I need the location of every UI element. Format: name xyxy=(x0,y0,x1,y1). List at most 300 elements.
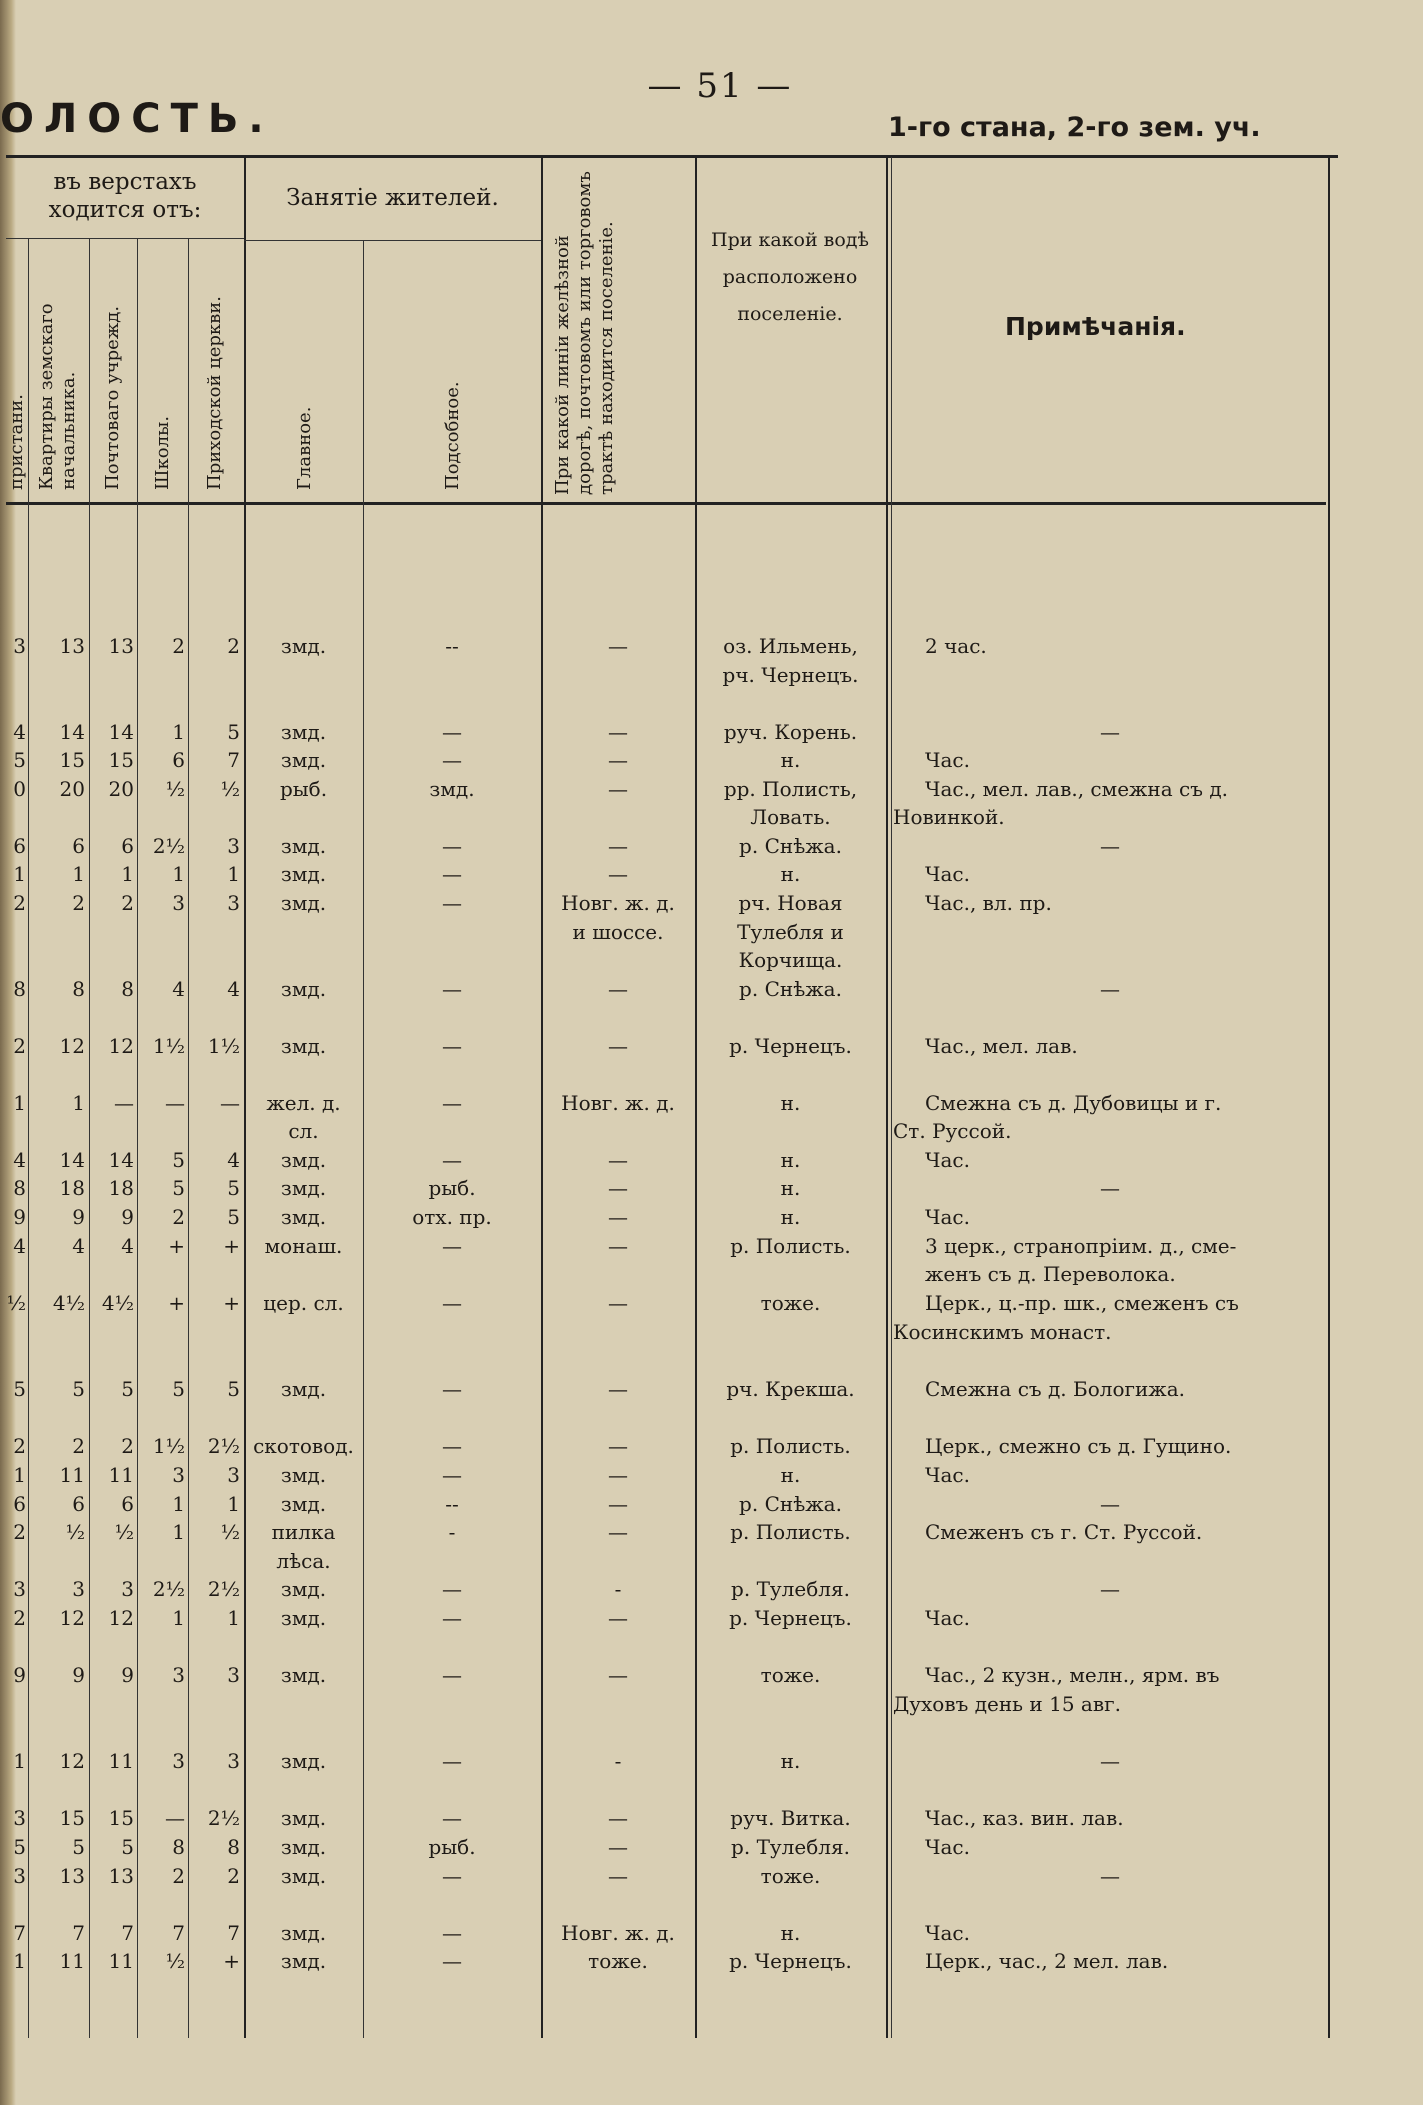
col-line xyxy=(891,157,892,2038)
cell-water: н. xyxy=(780,1176,801,1200)
cell-zemsky: 1 xyxy=(72,1091,85,1115)
cell-church: ½ xyxy=(220,777,240,801)
cell-note: женъ съ д. Переволока. xyxy=(925,1262,1176,1286)
cell-note: Час. xyxy=(925,1463,970,1487)
cell-water: р. Чернецъ. xyxy=(729,1034,852,1058)
cell-church: — xyxy=(220,1091,240,1115)
cell-aux-occupation: — xyxy=(442,1234,462,1258)
cell-main-occupation: змд. xyxy=(280,1176,327,1200)
col-line xyxy=(28,238,29,2038)
page-number: — 51 — xyxy=(647,66,793,106)
cell-note: — xyxy=(1100,1577,1120,1601)
cell-aux-occupation: -- xyxy=(445,1492,459,1516)
cell-note: — xyxy=(1100,834,1120,858)
cell-pristan: 2 xyxy=(13,1606,26,1630)
cell-zemsky: 12 xyxy=(59,1749,85,1773)
cell-main-occupation: змд. xyxy=(280,977,327,1001)
header-subrule xyxy=(244,240,541,241)
cell-church: 2½ xyxy=(207,1434,240,1458)
cell-post: 13 xyxy=(108,1864,134,1888)
cell-aux-occupation: — xyxy=(442,1091,462,1115)
cell-pristan: 2 xyxy=(13,1034,26,1058)
cell-water: р. Полисть. xyxy=(730,1234,851,1258)
cell-school: 2 xyxy=(172,1864,185,1888)
cell-aux-occupation: — xyxy=(442,1806,462,1830)
cell-note: Смежна съ д. Дубовицы и г. xyxy=(925,1091,1222,1115)
cell-aux-occupation: — xyxy=(442,1864,462,1888)
cell-main-occupation: змд. xyxy=(280,1864,327,1888)
cell-post: 14 xyxy=(108,720,134,744)
cell-water: руч. Витка. xyxy=(730,1806,851,1830)
cell-note: — xyxy=(1100,1864,1120,1888)
distance-group-header: въ верстахъ ходится отъ: xyxy=(48,169,202,223)
cell-post: 15 xyxy=(108,748,134,772)
cell-water: р. Чернецъ. xyxy=(729,1606,852,1630)
cell-aux-occupation: — xyxy=(442,1749,462,1773)
cell-main-occupation: змд. xyxy=(280,720,327,744)
cell-church: 2½ xyxy=(207,1806,240,1830)
cell-aux-occupation: — xyxy=(442,834,462,858)
cell-main-occupation: змд. xyxy=(280,1577,327,1601)
cell-note: Смежна съ д. Бологижа. xyxy=(925,1377,1185,1401)
cell-school: — xyxy=(165,1091,185,1115)
cell-water: р. Чернецъ. xyxy=(729,1949,852,1973)
cell-aux-occupation: — xyxy=(442,1377,462,1401)
cell-church: 3 xyxy=(227,1749,240,1773)
cell-note: Час. xyxy=(925,1921,970,1945)
cell-pristan: 2 xyxy=(13,1434,26,1458)
col-header-school: Школы. xyxy=(152,415,173,490)
cell-note: Час. xyxy=(925,1835,970,1859)
cell-main-occupation: змд. xyxy=(280,1749,327,1773)
cell-railway: — xyxy=(608,1463,628,1487)
occupation-group-header: Занятіе жителей. xyxy=(286,185,499,211)
volost-title: ОЛОСТЬ. xyxy=(0,96,274,142)
cell-post: 7 xyxy=(121,1921,134,1945)
cell-church: 3 xyxy=(227,891,240,915)
cell-zemsky: 14 xyxy=(59,720,85,744)
cell-aux-occupation: — xyxy=(442,1291,462,1315)
cell-pristan: 5 xyxy=(13,748,26,772)
cell-railway: — xyxy=(608,1148,628,1172)
col-line xyxy=(363,240,364,2038)
cell-note: 3 церк., странопріим. д., сме- xyxy=(925,1234,1237,1258)
cell-water: р. Полисть. xyxy=(730,1520,851,1544)
cell-water: оз. Ильмень, xyxy=(723,634,858,658)
cell-zemsky: 7 xyxy=(72,1921,85,1945)
cell-note: — xyxy=(1100,1176,1120,1200)
cell-water: н. xyxy=(780,748,801,772)
cell-main-occupation: змд. xyxy=(280,862,327,886)
cell-water: рч. Чернецъ. xyxy=(722,663,859,687)
cell-railway: — xyxy=(608,1434,628,1458)
col-line xyxy=(188,238,189,2038)
cell-post: 18 xyxy=(108,1176,134,1200)
cell-zemsky: 13 xyxy=(59,1864,85,1888)
cell-main-occupation: змд. xyxy=(280,748,327,772)
cell-railway: - xyxy=(614,1577,622,1601)
cell-water: р. Тулебля. xyxy=(731,1577,850,1601)
cell-post: 6 xyxy=(121,1492,134,1516)
col-header-water: При какой водѣ расположено поселеніе. xyxy=(711,229,869,325)
cell-post: 4½ xyxy=(101,1291,134,1315)
cell-school: 5 xyxy=(172,1148,185,1172)
cell-post: 11 xyxy=(108,1463,134,1487)
cell-note: Час. xyxy=(925,748,970,772)
cell-school: 6 xyxy=(172,748,185,772)
cell-water: р. Снѣжа. xyxy=(739,1492,842,1516)
cell-aux-occupation: - xyxy=(448,1520,456,1544)
cell-zemsky: 18 xyxy=(59,1176,85,1200)
cell-pristan: 4 xyxy=(13,720,26,744)
cell-zemsky: 4 xyxy=(72,1234,85,1258)
cell-post: 15 xyxy=(108,1806,134,1830)
cell-church: 4 xyxy=(227,977,240,1001)
cell-main-occupation: змд. xyxy=(280,1463,327,1487)
cell-church: 5 xyxy=(227,1176,240,1200)
cell-school: 2 xyxy=(172,1205,185,1229)
cell-post: 4 xyxy=(121,1234,134,1258)
cell-water: н. xyxy=(780,1463,801,1487)
cell-zemsky: 3 xyxy=(72,1577,85,1601)
cell-pristan: 1 xyxy=(13,1749,26,1773)
cell-church: 5 xyxy=(227,720,240,744)
cell-post: 11 xyxy=(108,1749,134,1773)
cell-railway: — xyxy=(608,748,628,772)
cell-note: Смеженъ съ г. Ст. Руссой. xyxy=(925,1520,1203,1544)
cell-note: — xyxy=(1100,1492,1120,1516)
cell-church: 5 xyxy=(227,1377,240,1401)
table-header-rule xyxy=(6,502,1326,505)
cell-school: 5 xyxy=(172,1176,185,1200)
cell-railway: — xyxy=(608,862,628,886)
col-header-main: Главное. xyxy=(294,406,315,490)
cell-church: + xyxy=(223,1949,240,1973)
cell-post: ½ xyxy=(114,1520,134,1544)
cell-main-occupation: сл. xyxy=(288,1119,319,1143)
cell-main-occupation: рыб. xyxy=(279,777,328,801)
cell-zemsky: ½ xyxy=(65,1520,85,1544)
cell-water: р. Снѣжа. xyxy=(739,834,842,858)
cell-water: н. xyxy=(780,1749,801,1773)
cell-main-occupation: пилка xyxy=(271,1520,336,1544)
cell-pristan: 8 xyxy=(13,977,26,1001)
cell-church: 8 xyxy=(227,1835,240,1859)
cell-main-occupation: змд. xyxy=(280,1148,327,1172)
cell-pristan: 6 xyxy=(13,1492,26,1516)
cell-post: 9 xyxy=(121,1663,134,1687)
cell-pristan: 4 xyxy=(13,1234,26,1258)
cell-water: н. xyxy=(780,862,801,886)
cell-water: н. xyxy=(780,1921,801,1945)
col-line xyxy=(886,157,888,2038)
cell-zemsky: 12 xyxy=(59,1606,85,1630)
cell-railway: — xyxy=(608,1176,628,1200)
cell-church: 2½ xyxy=(207,1577,240,1601)
cell-post: 2 xyxy=(121,1434,134,1458)
cell-main-occupation: змд. xyxy=(280,1205,327,1229)
cell-church: 3 xyxy=(227,834,240,858)
cell-water: р. Снѣжа. xyxy=(739,977,842,1001)
cell-school: 3 xyxy=(172,1749,185,1773)
cell-school: + xyxy=(168,1291,185,1315)
cell-aux-occupation: — xyxy=(442,1921,462,1945)
cell-note: Церк., смежно съ д. Гущино. xyxy=(925,1434,1232,1458)
cell-post: 12 xyxy=(108,1606,134,1630)
cell-school: 7 xyxy=(172,1921,185,1945)
cell-post: 20 xyxy=(108,777,134,801)
cell-railway: — xyxy=(608,720,628,744)
district-title: 1-го стана, 2-го зем. уч. xyxy=(888,112,1261,143)
cell-post: 1 xyxy=(121,862,134,886)
cell-post: — xyxy=(114,1091,134,1115)
cell-church: ½ xyxy=(220,1520,240,1544)
cell-church: 1 xyxy=(227,1606,240,1630)
cell-pristan: 4 xyxy=(13,1148,26,1172)
cell-zemsky: 6 xyxy=(72,1492,85,1516)
cell-water: рч. Новая xyxy=(738,891,843,915)
cell-note: 2 час. xyxy=(925,634,987,658)
cell-water: тоже. xyxy=(760,1864,821,1888)
cell-railway: — xyxy=(608,834,628,858)
cell-school: 3 xyxy=(172,1663,185,1687)
cell-aux-occupation: рыб. xyxy=(428,1835,476,1859)
cell-main-occupation: змд. xyxy=(280,1949,327,1973)
cell-railway: — xyxy=(608,1234,628,1258)
cell-note: Час., мел. лав. xyxy=(925,1034,1078,1058)
cell-note: — xyxy=(1100,720,1120,744)
cell-main-occupation: змд. xyxy=(280,1806,327,1830)
cell-pristan: ½ xyxy=(6,1291,26,1315)
cell-water: рр. Полисть, xyxy=(723,777,858,801)
cell-water: Тулебля и xyxy=(737,920,844,944)
cell-school: ½ xyxy=(165,1949,185,1973)
cell-note: Час., 2 кузн., мелн., ярм. въ xyxy=(925,1663,1220,1687)
cell-aux-occupation: — xyxy=(442,1434,462,1458)
cell-post: 14 xyxy=(108,1148,134,1172)
cell-post: 13 xyxy=(108,634,134,658)
col-header-church: Приходской церкви. xyxy=(204,295,225,490)
cell-school: 1½ xyxy=(152,1034,185,1058)
cell-zemsky: 9 xyxy=(72,1663,85,1687)
cell-railway: — xyxy=(608,777,628,801)
cell-railway: Новг. ж. д. xyxy=(561,1921,675,1945)
cell-school: 1 xyxy=(172,720,185,744)
cell-aux-occupation: — xyxy=(442,748,462,772)
cell-railway: Новг. ж. д. xyxy=(561,1091,675,1115)
cell-zemsky: 5 xyxy=(72,1377,85,1401)
cell-church: 3 xyxy=(227,1463,240,1487)
cell-railway: — xyxy=(608,1377,628,1401)
cell-railway: — xyxy=(608,1806,628,1830)
cell-note: Косинскимъ монаст. xyxy=(893,1320,1112,1344)
cell-main-occupation: змд. xyxy=(280,634,327,658)
cell-pristan: 3 xyxy=(13,634,26,658)
cell-post: 6 xyxy=(121,834,134,858)
cell-pristan: 1 xyxy=(13,1463,26,1487)
cell-aux-occupation: змд. xyxy=(429,777,475,801)
cell-note: Час. xyxy=(925,1148,970,1172)
cell-school: 5 xyxy=(172,1377,185,1401)
cell-church: 5 xyxy=(227,1205,240,1229)
cell-pristan: 2 xyxy=(13,891,26,915)
cell-church: + xyxy=(223,1291,240,1315)
cell-aux-occupation: — xyxy=(442,1949,462,1973)
cell-main-occupation: змд. xyxy=(280,1835,327,1859)
cell-school: ½ xyxy=(165,777,185,801)
cell-main-occupation: змд. xyxy=(280,891,327,915)
cell-pristan: 6 xyxy=(13,834,26,858)
header-subrule xyxy=(6,238,244,239)
cell-railway: Новг. ж. д. xyxy=(561,891,675,915)
cell-aux-occupation: — xyxy=(442,891,462,915)
cell-railway: — xyxy=(608,1205,628,1229)
cell-railway: и шоссе. xyxy=(572,920,664,944)
cell-note: Церк., ц.-пр. шк., смеженъ съ xyxy=(925,1291,1239,1315)
cell-note: Духовъ день и 15 авг. xyxy=(893,1692,1121,1716)
cell-railway: — xyxy=(608,634,628,658)
cell-aux-occupation: -- xyxy=(445,634,459,658)
cell-pristan: 0 xyxy=(13,777,26,801)
cell-post: 5 xyxy=(121,1835,134,1859)
cell-zemsky: 8 xyxy=(72,977,85,1001)
cell-water: руч. Корень. xyxy=(723,720,858,744)
cell-pristan: 5 xyxy=(13,1377,26,1401)
cell-zemsky: 20 xyxy=(59,777,85,801)
cell-school: 1 xyxy=(172,1520,185,1544)
cell-zemsky: 1 xyxy=(72,862,85,886)
cell-water: тоже. xyxy=(760,1291,821,1315)
cell-aux-occupation: рыб. xyxy=(428,1176,476,1200)
col-line xyxy=(137,238,138,2038)
cell-main-occupation: змд. xyxy=(280,1492,327,1516)
cell-railway: — xyxy=(608,1492,628,1516)
cell-church: 1 xyxy=(227,1492,240,1516)
cell-pristan: 2 xyxy=(13,1520,26,1544)
cell-aux-occupation: — xyxy=(442,1577,462,1601)
cell-school: — xyxy=(165,1806,185,1830)
cell-railway: — xyxy=(608,1864,628,1888)
cell-water: Ловать. xyxy=(750,805,831,829)
cell-aux-occupation: — xyxy=(442,1606,462,1630)
cell-railway: — xyxy=(608,1034,628,1058)
cell-aux-occupation: — xyxy=(442,1034,462,1058)
cell-railway: — xyxy=(608,1835,628,1859)
cell-zemsky: 13 xyxy=(59,634,85,658)
cell-zemsky: 15 xyxy=(59,1806,85,1830)
cell-church: 4 xyxy=(227,1148,240,1172)
cell-main-occupation: змд. xyxy=(280,834,327,858)
cell-school: 3 xyxy=(172,1463,185,1487)
cell-note: Новинкой. xyxy=(893,805,1005,829)
cell-aux-occupation: — xyxy=(442,977,462,1001)
cell-note: — xyxy=(1100,977,1120,1001)
cell-main-occupation: змд. xyxy=(280,1663,327,1687)
cell-school: 8 xyxy=(172,1835,185,1859)
cell-water: тоже. xyxy=(760,1663,821,1687)
cell-main-occupation: скотовод. xyxy=(253,1434,354,1458)
cell-school: 1½ xyxy=(152,1434,185,1458)
cell-note: Час. xyxy=(925,862,970,886)
cell-school: 2½ xyxy=(152,834,185,858)
cell-school: 1 xyxy=(172,1492,185,1516)
cell-zemsky: 11 xyxy=(59,1949,85,1973)
cell-zemsky: 2 xyxy=(72,891,85,915)
cell-post: 11 xyxy=(108,1949,134,1973)
cell-aux-occupation: — xyxy=(442,1663,462,1687)
cell-church: 1½ xyxy=(207,1034,240,1058)
cell-railway: — xyxy=(608,1606,628,1630)
cell-note: Час. xyxy=(925,1606,970,1630)
cell-railway: - xyxy=(614,1749,622,1773)
cell-main-occupation: змд. xyxy=(280,1921,327,1945)
cell-zemsky: 15 xyxy=(59,748,85,772)
col-header-railway: При какой линіи желѣзной дорогѣ, почтовомъ или торговомъ трактѣ находится поселеніе. xyxy=(552,171,617,495)
cell-school: 1 xyxy=(172,862,185,886)
cell-main-occupation: змд. xyxy=(280,1606,327,1630)
cell-railway: — xyxy=(608,977,628,1001)
cell-pristan: 3 xyxy=(13,1806,26,1830)
cell-church: 7 xyxy=(227,748,240,772)
col-header-post: Почтоваго учрежд. xyxy=(102,305,123,490)
cell-church: 2 xyxy=(227,1864,240,1888)
cell-main-occupation: монаш. xyxy=(264,1234,343,1258)
cell-zemsky: 14 xyxy=(59,1148,85,1172)
cell-pristan: 1 xyxy=(13,1949,26,1973)
cell-note: Час., мел. лав., смежна съ д. xyxy=(925,777,1228,801)
cell-pristan: 9 xyxy=(13,1663,26,1687)
cell-aux-occupation: — xyxy=(442,720,462,744)
cell-railway: — xyxy=(608,1291,628,1315)
cell-water: н. xyxy=(780,1148,801,1172)
cell-main-occupation: лѣса. xyxy=(276,1549,331,1573)
cell-zemsky: 4½ xyxy=(52,1291,85,1315)
cell-water: Корчища. xyxy=(738,948,843,972)
cell-church: 1 xyxy=(227,862,240,886)
cell-church: 7 xyxy=(227,1921,240,1945)
col-header-pristan: пристани. xyxy=(6,393,27,490)
cell-zemsky: 5 xyxy=(72,1835,85,1859)
cell-school: 4 xyxy=(172,977,185,1001)
cell-note: Ст. Руссой. xyxy=(893,1119,1012,1143)
cell-pristan: 1 xyxy=(13,862,26,886)
cell-post: 2 xyxy=(121,891,134,915)
cell-school: 3 xyxy=(172,891,185,915)
cell-note: Час., вл. пр. xyxy=(925,891,1052,915)
cell-note: — xyxy=(1100,1749,1120,1773)
cell-railway: — xyxy=(608,1520,628,1544)
cell-school: 1 xyxy=(172,1606,185,1630)
cell-pristan: 3 xyxy=(13,1577,26,1601)
cell-church: + xyxy=(223,1234,240,1258)
cell-school: 2½ xyxy=(152,1577,185,1601)
cell-post: 9 xyxy=(121,1205,134,1229)
cell-post: 5 xyxy=(121,1377,134,1401)
col-header-zemsky: Квартиры земскаго начальника. xyxy=(36,303,79,490)
cell-water: н. xyxy=(780,1091,801,1115)
col-header-notes: Примѣчанія. xyxy=(1005,312,1186,341)
col-header-aux: Подсобное. xyxy=(442,381,463,490)
cell-main-occupation: жел. д. xyxy=(266,1091,341,1115)
cell-main-occupation: змд. xyxy=(280,1034,327,1058)
table-top-rule xyxy=(6,155,1338,158)
cell-aux-occupation: — xyxy=(442,862,462,886)
cell-aux-occupation: отх. пр. xyxy=(412,1205,492,1229)
cell-school: + xyxy=(168,1234,185,1258)
cell-zemsky: 2 xyxy=(72,1434,85,1458)
cell-note: Час. xyxy=(925,1205,970,1229)
cell-pristan: 1 xyxy=(13,1091,26,1115)
